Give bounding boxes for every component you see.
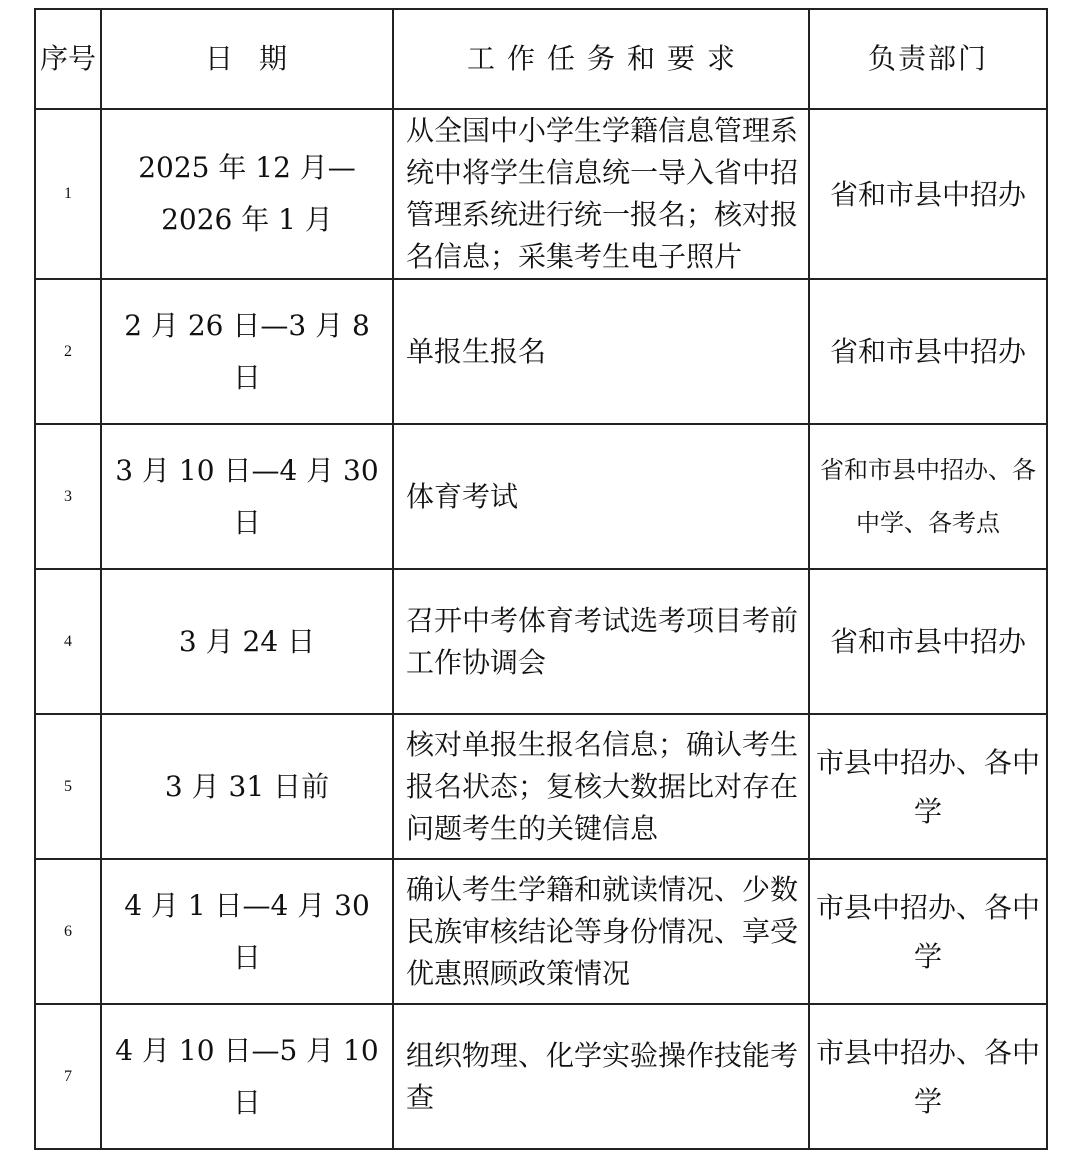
row-seq: 3 <box>35 424 101 569</box>
row-seq: 6 <box>35 859 101 1004</box>
row-dept: 省和市县中招办 <box>809 109 1047 279</box>
row-date: 3 月 24 日 <box>101 569 393 714</box>
table-row <box>35 1004 1047 1149</box>
row-date: 3 月 31 日前 <box>101 714 393 859</box>
table-row <box>35 569 1047 714</box>
table-row <box>35 859 1047 1004</box>
row-dept: 市县中招办、各中学 <box>809 1004 1047 1149</box>
row-task: 从全国中小学生学籍信息管理系统中将学生信息统一导入省中招管理系统进行统一报名；核对报名信息；采集考生电子照片 <box>393 109 809 279</box>
header-seq-part-1: 序号 <box>39 41 96 75</box>
row-seq: 7 <box>35 1004 101 1149</box>
schedule-table-container <box>34 8 1046 1150</box>
header-date: 日期 <box>101 9 393 109</box>
row-seq: 5 <box>35 714 101 859</box>
row-dept: 市县中招办、各中学 <box>809 859 1047 1004</box>
table-row <box>35 424 1047 569</box>
schedule-table <box>34 8 1048 1150</box>
row-task: 单报生报名 <box>393 279 809 424</box>
row-seq: 2 <box>35 279 101 424</box>
row-task: 召开中考体育考试选考项目考前工作协调会 <box>393 569 809 714</box>
header-task: 工作任务和要求 <box>393 9 809 109</box>
row-date: 4 月 10 日—5 月 10 日 <box>101 1004 393 1149</box>
row-date: 3 月 10 日—4 月 30 日 <box>101 424 393 569</box>
header-seq <box>35 9 101 109</box>
row-date: 2 月 26 日—3 月 8 日 <box>101 279 393 424</box>
table-row <box>35 109 1047 279</box>
row-task: 确认考生学籍和就读情况、少数民族审核结论等身份情况、享受优惠照顾政策情况 <box>393 859 809 1004</box>
row-date: 2025 年 12 月—2026 年 1 月 <box>101 109 393 279</box>
row-seq: 4 <box>35 569 101 714</box>
table-row <box>35 279 1047 424</box>
row-dept: 省和市县中招办、各中学、各考点 <box>809 424 1047 569</box>
row-task: 体育考试 <box>393 424 809 569</box>
row-dept: 省和市县中招办 <box>809 279 1047 424</box>
row-task: 核对单报生报名信息；确认考生报名状态；复核大数据比对存在问题考生的关键信息 <box>393 714 809 859</box>
table-row <box>35 714 1047 859</box>
row-dept: 市县中招办、各中学 <box>809 714 1047 859</box>
row-dept: 省和市县中招办 <box>809 569 1047 714</box>
table-header-row <box>35 9 1047 109</box>
row-task: 组织物理、化学实验操作技能考查 <box>393 1004 809 1149</box>
row-date: 4 月 1 日—4 月 30 日 <box>101 859 393 1004</box>
header-dept: 负责部门 <box>809 9 1047 109</box>
row-seq: 1 <box>35 109 101 279</box>
